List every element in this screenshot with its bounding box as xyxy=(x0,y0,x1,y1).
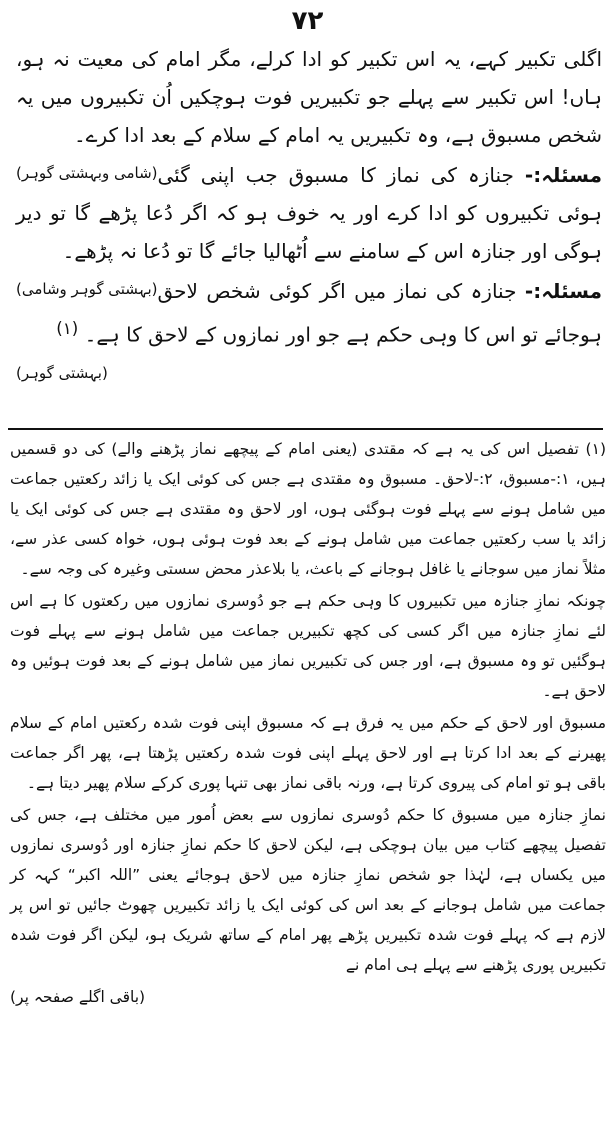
citation-2: (بہشتی گوہر وشامی) xyxy=(16,280,158,298)
citation-1: (شامی وبہشتی گوہر) xyxy=(16,164,158,182)
footnote-mark: (۱) xyxy=(56,319,79,338)
page-number: ۷۲ xyxy=(291,6,324,36)
main-text xyxy=(16,40,602,392)
masala-label-2: مسئلہ:- xyxy=(524,279,602,303)
paragraph-1-text: اگلی تکبیر کہے، یہ اس تکبیر کو ادا کرلے، مگر امام کی معیت نہ ہو، ہاں! اس تکبیر سے پہلے جو تکبیریں فوت ہوچکیں اُن تکبیروں میں یہ شخص مسبوق ہے، وہ تکبیریں یہ امام کے سلام کے بعد ادا کرے۔ xyxy=(16,47,602,147)
masala-1-text: جنازہ کی نماز کا مسبوق جب اپنی گئی ہوئی تکبیروں کو ادا کرے اور یہ خوف ہو کہ اگر دُعا پڑھے گا تو دیر ہوگی اور جنازہ اس کے سامنے سے اُٹھالیا جائے گا تو دُعا نہ پڑھے۔ xyxy=(16,163,602,263)
footnotes xyxy=(10,434,606,1014)
continued-note: (باقی اگلے صفحہ پر) xyxy=(10,988,146,1006)
footnote-divider xyxy=(8,428,603,430)
masala-2-text: جنازہ کی نماز میں اگر کوئی شخص لاحق ہوجائے تو اس کا وہی حکم ہے جو اور نمازوں کے لاحق کا ہے۔ xyxy=(84,279,602,347)
footnote-2: چونکہ نمازِ جنازہ میں تکبیروں کا وہی حکم ہے جو دُوسری نمازوں میں رکعتوں کا ہے اس لئے نمازِ جنازہ میں اگر کسی کی کچھ تکبیریں جماعت میں شامل ہونے سے پہلے فوت ہوگئیں تو وہ مسبوق ہے، اور جس کی تکبیریں نماز میں شامل ہونے کے بعد فوت ہوئیں وہ لاحق ہے۔ xyxy=(10,592,606,700)
footnote-1: (۱) تفصیل اس کی یہ ہے کہ مقتدی (یعنی امام کے پیچھے نماز پڑھنے والے) کی دو قسمیں ہیں، ۱:-مسبوق، ۲:-لاحق۔ مسبوق وہ مقتدی ہے جس کی کوئی ایک یا زائد رکعتیں جماعت میں شامل ہونے سے پہلے فوت ہوگئی ہوں، اور لاحق وہ مقتدی ہے جس کی کوئی ایک یا زائد یا سب رکعتیں جماعت میں شامل ہونے کے بعد فوت ہوئی ہوں، خواہ کسی عذر سے، مثلاً نماز میں سوجانے یا غافل ہوجانے کے باعث، یا بلاعذر محض سستی وغیرہ کی وجہ سے۔ xyxy=(10,440,607,578)
footnote-4: نمازِ جنازہ میں مسبوق کا حکم دُوسری نمازوں سے بعض اُمور میں مختلف ہے، جس کی تفصیل پیچھے کتاب میں بیان ہوچکی ہے، لیکن لاحق کا حکم نمازِ جنازہ اور دُوسری نمازوں میں یکساں ہے، لہٰذا جو شخص نمازِ جنازہ میں لاحق ہوجائے یعنی ”اللہ اکبر“ کہہ کر جماعت میں شامل ہوجانے کے بعد اس کی کوئی ایک یا زائد تکبیریں چھوٹ جائیں تو اس پر لازم ہے کہ پہلے فوت شدہ تکبیریں پڑھے پھر امام کے ساتھ شریک ہو، لیکن اگر فوت شدہ تکبیریں پوری پڑھنے سے پہلے ہی امام نے xyxy=(10,806,606,974)
footnote-3: مسبوق اور لاحق کے حکم میں یہ فرق ہے کہ مسبوق اپنی فوت شدہ رکعتیں امام کے سلام پھیرنے کے بعد ادا کرتا ہے اور لاحق پہلے اپنی فوت شدہ رکعتیں پڑھتا ہے، پھر اگر جماعت باقی ہو تو امام کی پیروی کرتا ہے، ورنہ باقی نماز بھی تنہا پوری کرکے سلام پھیر دیتا ہے۔ xyxy=(10,714,606,792)
citation-3: (بہشتی گوہر) xyxy=(16,363,108,382)
masala-label-1: مسئلہ:- xyxy=(524,163,602,187)
